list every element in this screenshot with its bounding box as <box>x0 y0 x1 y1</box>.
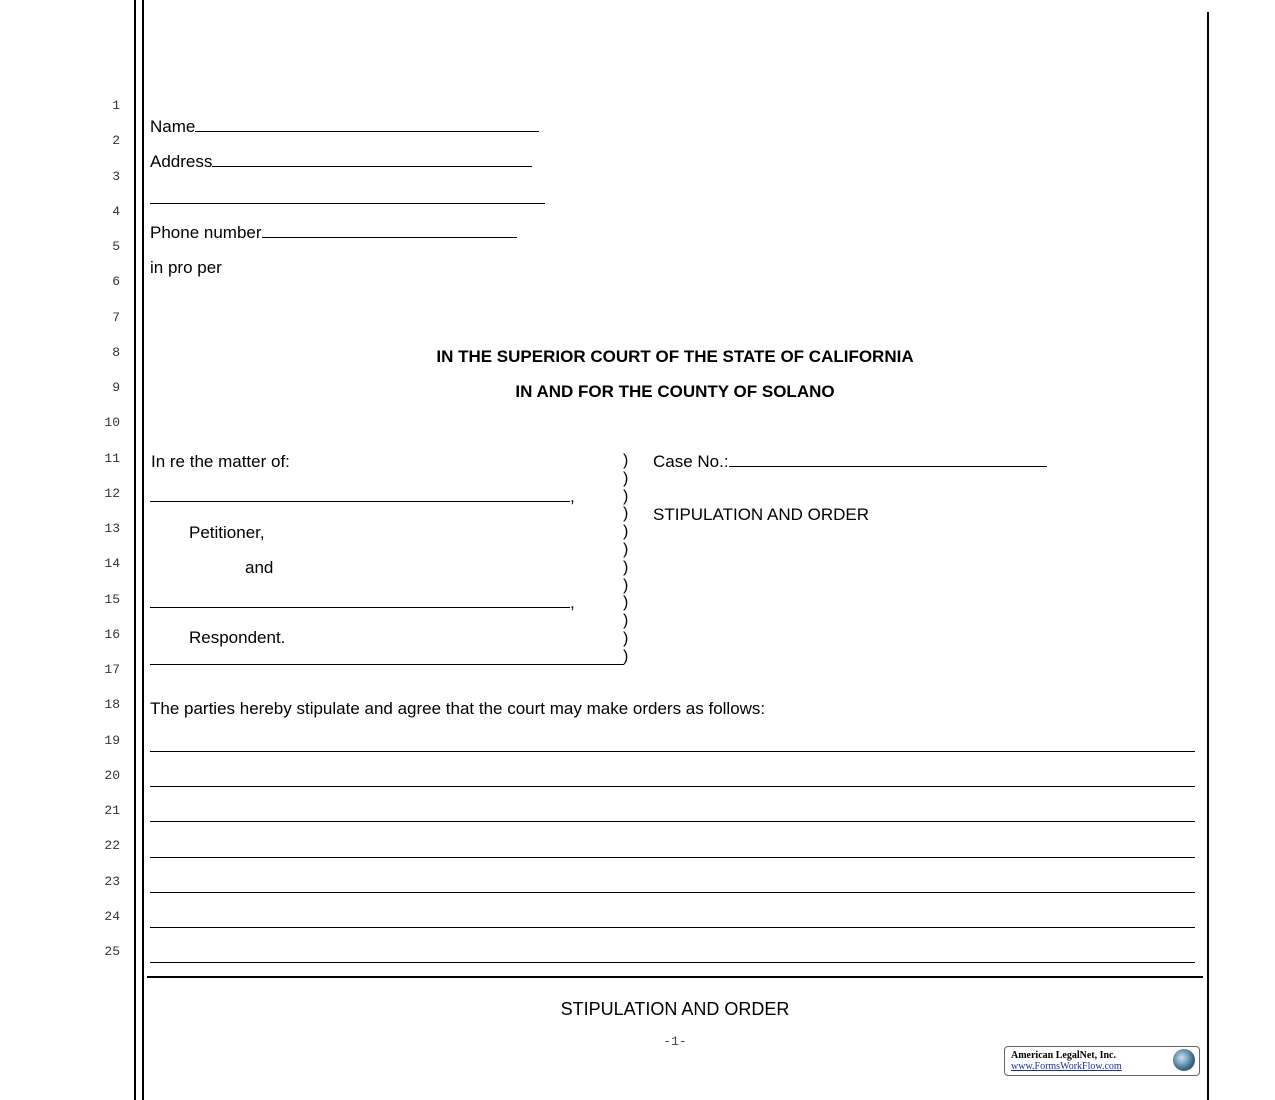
comma: , <box>570 593 575 612</box>
caption-paren: ) <box>623 505 629 523</box>
line-number: 5 <box>112 239 120 254</box>
logo-url[interactable]: www.FormsWorkFlow.com <box>1011 1061 1122 1072</box>
phone-label: Phone number <box>150 223 262 242</box>
pro-per-text: in pro per <box>150 258 222 277</box>
caption-paren: ) <box>623 647 629 665</box>
caption-paren: ) <box>623 541 629 558</box>
document-title: STIPULATION AND ORDER <box>653 505 869 524</box>
line-number: 12 <box>104 485 120 501</box>
and-label: and <box>245 558 274 577</box>
line-number: 24 <box>104 908 120 924</box>
caption-paren: ) <box>623 487 629 505</box>
case-number-field[interactable] <box>653 452 1047 472</box>
logo-company: American LegalNet, Inc. <box>1011 1050 1116 1061</box>
page-number: -1- <box>663 1034 687 1049</box>
line-number: 3 <box>112 168 120 184</box>
line-number: 9 <box>112 380 120 395</box>
footer-title: STIPULATION AND ORDER <box>560 999 790 1019</box>
line-number: 15 <box>104 591 120 607</box>
line-number: 7 <box>112 309 120 325</box>
order-blank-line[interactable] <box>150 786 1195 787</box>
line-number: 21 <box>104 803 120 818</box>
footer-rule <box>147 976 1203 978</box>
petitioner-label: Petitioner, <box>189 523 265 542</box>
line-number: 17 <box>104 662 120 677</box>
address-line-2[interactable] <box>150 203 545 204</box>
caption-paren: ) <box>623 558 629 576</box>
margin-line-right <box>1207 12 1209 1100</box>
respondent-name-field[interactable] <box>150 593 575 613</box>
address-field[interactable] <box>150 152 532 172</box>
legalnet-logo[interactable] <box>1004 1046 1200 1076</box>
line-number: 8 <box>112 344 120 360</box>
order-blank-line[interactable] <box>150 927 1195 928</box>
line-number: 4 <box>112 203 120 219</box>
court-heading-1: IN THE SUPERIOR COURT OF THE STATE OF CALIFORNIA <box>436 347 914 366</box>
caption-paren: ) <box>623 612 629 630</box>
caption-bottom-line <box>150 664 624 665</box>
line-number: 14 <box>104 556 120 572</box>
address-label: Address <box>150 152 213 171</box>
respondent-label: Respondent. <box>189 628 286 647</box>
order-blank-line[interactable] <box>150 962 1195 963</box>
line-number: 13 <box>104 521 120 536</box>
caption-paren: ) <box>623 576 629 594</box>
line-number: 25 <box>104 944 120 959</box>
name-field[interactable] <box>150 117 539 137</box>
caption-paren: ) <box>623 630 629 647</box>
matter-label: In re the matter of: <box>151 452 290 471</box>
line-number: 11 <box>104 450 120 466</box>
globe-icon <box>1173 1049 1195 1071</box>
margin-line-left-inner <box>142 0 144 1100</box>
line-number: 23 <box>104 873 120 889</box>
line-number: 2 <box>112 133 120 149</box>
case-no-label: Case No.: <box>653 452 729 471</box>
comma: , <box>570 487 575 506</box>
line-number: 1 <box>112 98 120 113</box>
caption-paren: ) <box>623 523 629 541</box>
stipulation-text: The parties hereby stipulate and agree that the court may make orders as follows: <box>150 699 766 718</box>
caption-paren: ) <box>623 452 629 469</box>
line-number: 10 <box>104 415 120 431</box>
line-number: 19 <box>104 732 120 748</box>
caption-paren: ) <box>623 594 629 612</box>
caption-paren: ) <box>623 469 629 487</box>
order-blank-line[interactable] <box>150 751 1195 752</box>
line-number: 16 <box>104 626 120 642</box>
line-number: 6 <box>112 274 120 290</box>
line-number: 22 <box>104 838 120 854</box>
order-blank-line[interactable] <box>150 892 1195 893</box>
margin-line-left-outer <box>134 0 136 1100</box>
line-number: 18 <box>104 697 120 713</box>
phone-field[interactable] <box>150 223 517 243</box>
name-label: Name <box>150 117 196 136</box>
line-number: 20 <box>104 767 120 783</box>
order-blank-line[interactable] <box>150 857 1195 858</box>
court-heading-2: IN AND FOR THE COUNTY OF SOLANO <box>515 382 835 401</box>
order-blank-line[interactable] <box>150 821 1195 822</box>
petitioner-name-field[interactable] <box>150 487 575 507</box>
